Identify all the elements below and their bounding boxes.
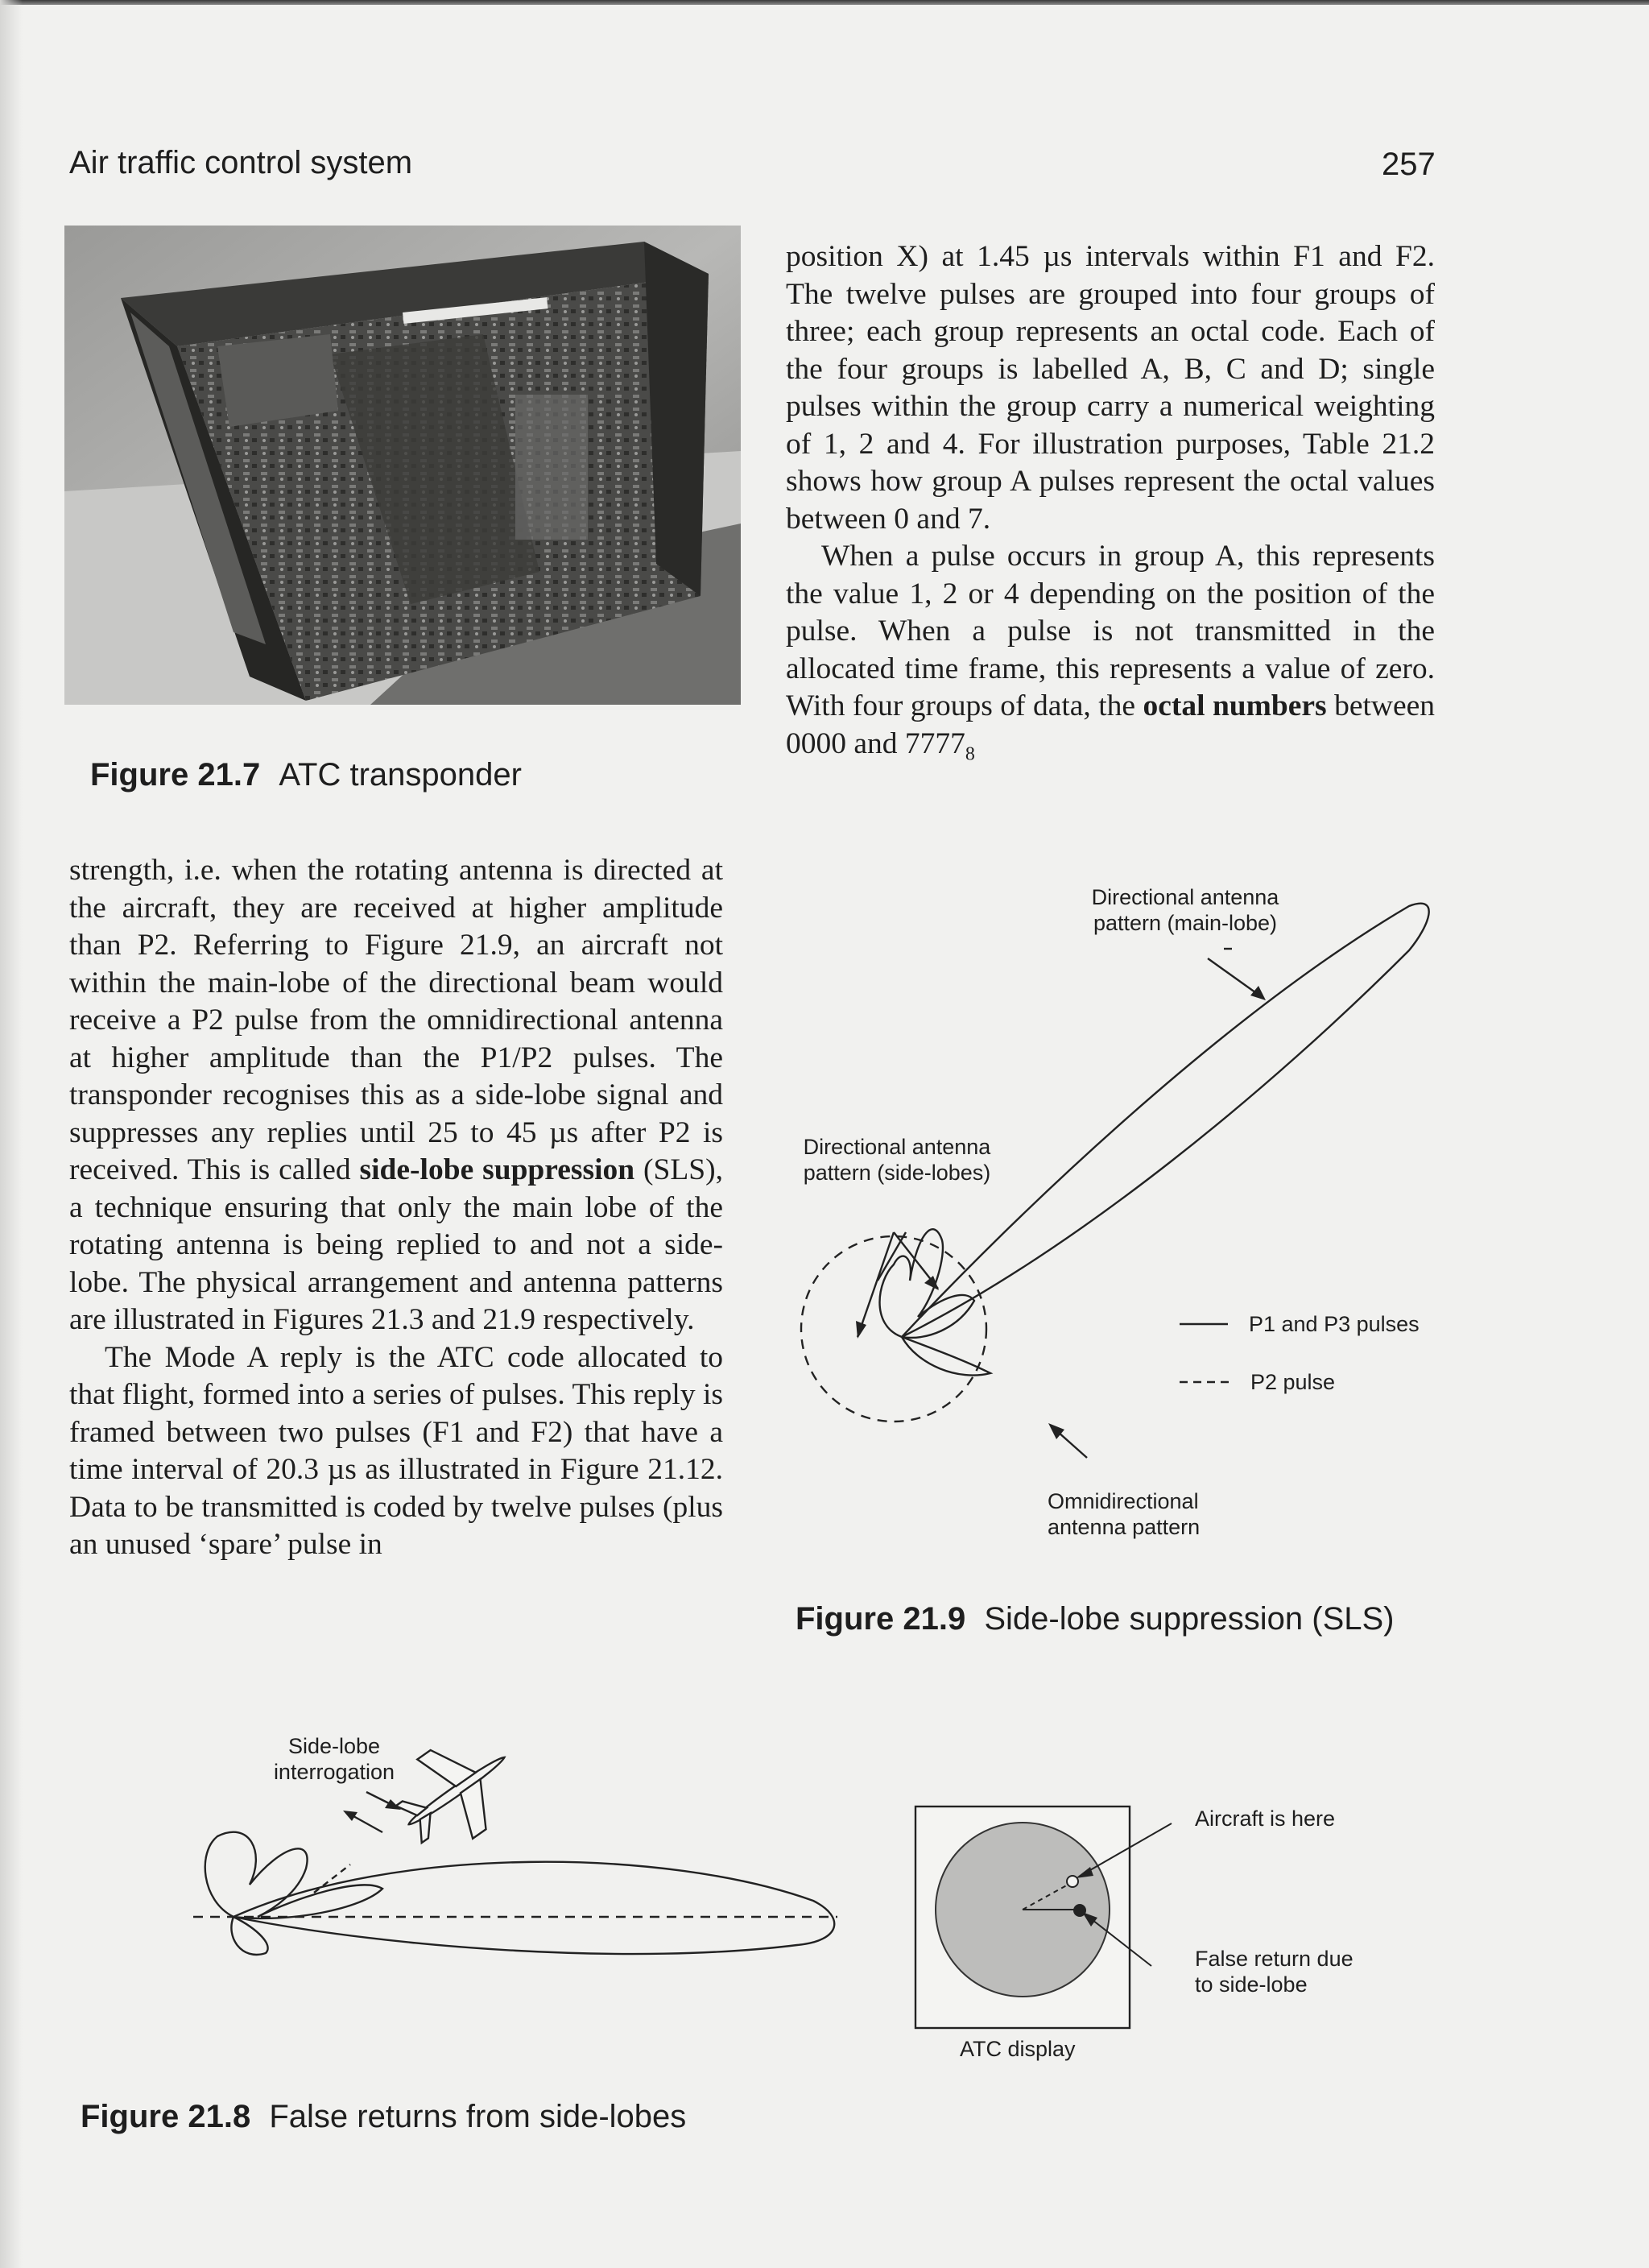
- term-bold: octal numbers: [1143, 689, 1327, 722]
- figure-title: Side-lobe suppression (SLS): [984, 1601, 1395, 1637]
- aircraft-true-position: [1067, 1876, 1078, 1887]
- paragraph: When a pulse occurs in group A, this represents the value 1, 2 or 4 depending on the position of the pulse. When a pulse is not transmitted in the allocated time frame, this represents a value of zero. With four groups of data, the octal numbers between 0000 and $7777_8$: [786, 540, 1435, 764]
- paragraph: strength, i.e. when the rotating antenna is directed at the aircraft, they are received at higher amplitude than P2. Referring to Figure 21.9, an aircraft not within the main-lobe of the directional beam would receive a P2 pulse from the omnidirectional antenna at higher amplitude than the P1/P2 pulses. The transponder recognises this as a side-lobe signal and suppresses any replies until 25 to 45 µs after P2 is received. This is called side-lobe suppression (SLS), a technique ensuring that only the main lobe of the rotating antenna is being replied to and not a side-lobe. The physical arrangement and antenna patterns are illustrated in Figures 21.3 and 21.9 respectively.: [69, 854, 724, 1336]
- label-omni: Omnidirectional antenna pattern: [1048, 1489, 1201, 1539]
- main-lobe-pattern: [234, 1862, 834, 1954]
- figure-number: Figure 21.7: [90, 757, 261, 793]
- right-column-text: [786, 238, 1435, 773]
- label-side-lobes: Directional antenna pattern (side-lobes): [803, 1135, 991, 1185]
- figure-title: ATC transponder: [279, 757, 522, 793]
- transponder-photo: [64, 226, 741, 705]
- page-number: 257: [1382, 147, 1436, 182]
- running-head: Air traffic control system: [69, 145, 413, 180]
- figure-21-8-caption: [81, 2099, 686, 2135]
- legend-p2: P2 pulse: [1250, 1370, 1336, 1394]
- figure-21-9-caption: [796, 1601, 1395, 1637]
- figure-21-7-caption: [90, 757, 522, 793]
- paragraph: The Mode A reply is the ATC code allocated to that flight, formed into a series of pulses. This reply is framed between two pulses (F1 and F2) that have a time interval of 20.3 µs as illustrated in Figure 21.12. Data to be transmitted is coded by twelve pulses (plus an unused ‘spare’ pulse in: [69, 1340, 723, 1561]
- atc-display-diagram: [910, 1801, 1264, 2042]
- side-lobe-pattern: [205, 1832, 382, 1918]
- label-main-lobe: Directional antenna pattern (main-lobe): [1091, 885, 1279, 935]
- term-bold: side-lobe suppression: [359, 1153, 635, 1186]
- figure-number: Figure 21.9: [796, 1601, 966, 1637]
- page-top-edge: [0, 0, 1649, 5]
- sls-diagram: [773, 878, 1465, 1538]
- figure-title: False returns from side-lobes: [269, 2099, 687, 2134]
- paragraph: position X) at 1.45 µs intervals within F1 and F2. The twelve pulses are grouped into four groups of three; each group represents an octal code. Each of the four groups is labelled A, B, C and D; single pulses within the group carry a numerical weighting of 1, 2 and 4. For illustration purposes, Table 21.2 shows how group A pulses represent the octal values between 0 and 7.: [786, 240, 1435, 536]
- legend-p1-p3: P1 and P3 pulses: [1249, 1312, 1420, 1336]
- figure-number: Figure 21.8: [81, 2099, 251, 2134]
- label-false-return: False return due to side-lobe: [1195, 1947, 1354, 1997]
- page-binding-shadow: [0, 0, 23, 2268]
- label-side-lobe-interrogation: Side-lobe interrogation: [273, 1734, 395, 1784]
- left-column-text: [69, 852, 723, 1564]
- label-atc-display: ATC display: [960, 2037, 1076, 2061]
- main-lobe-pattern: [902, 904, 1429, 1337]
- label-aircraft-is-here: Aircraft is here: [1195, 1807, 1336, 1831]
